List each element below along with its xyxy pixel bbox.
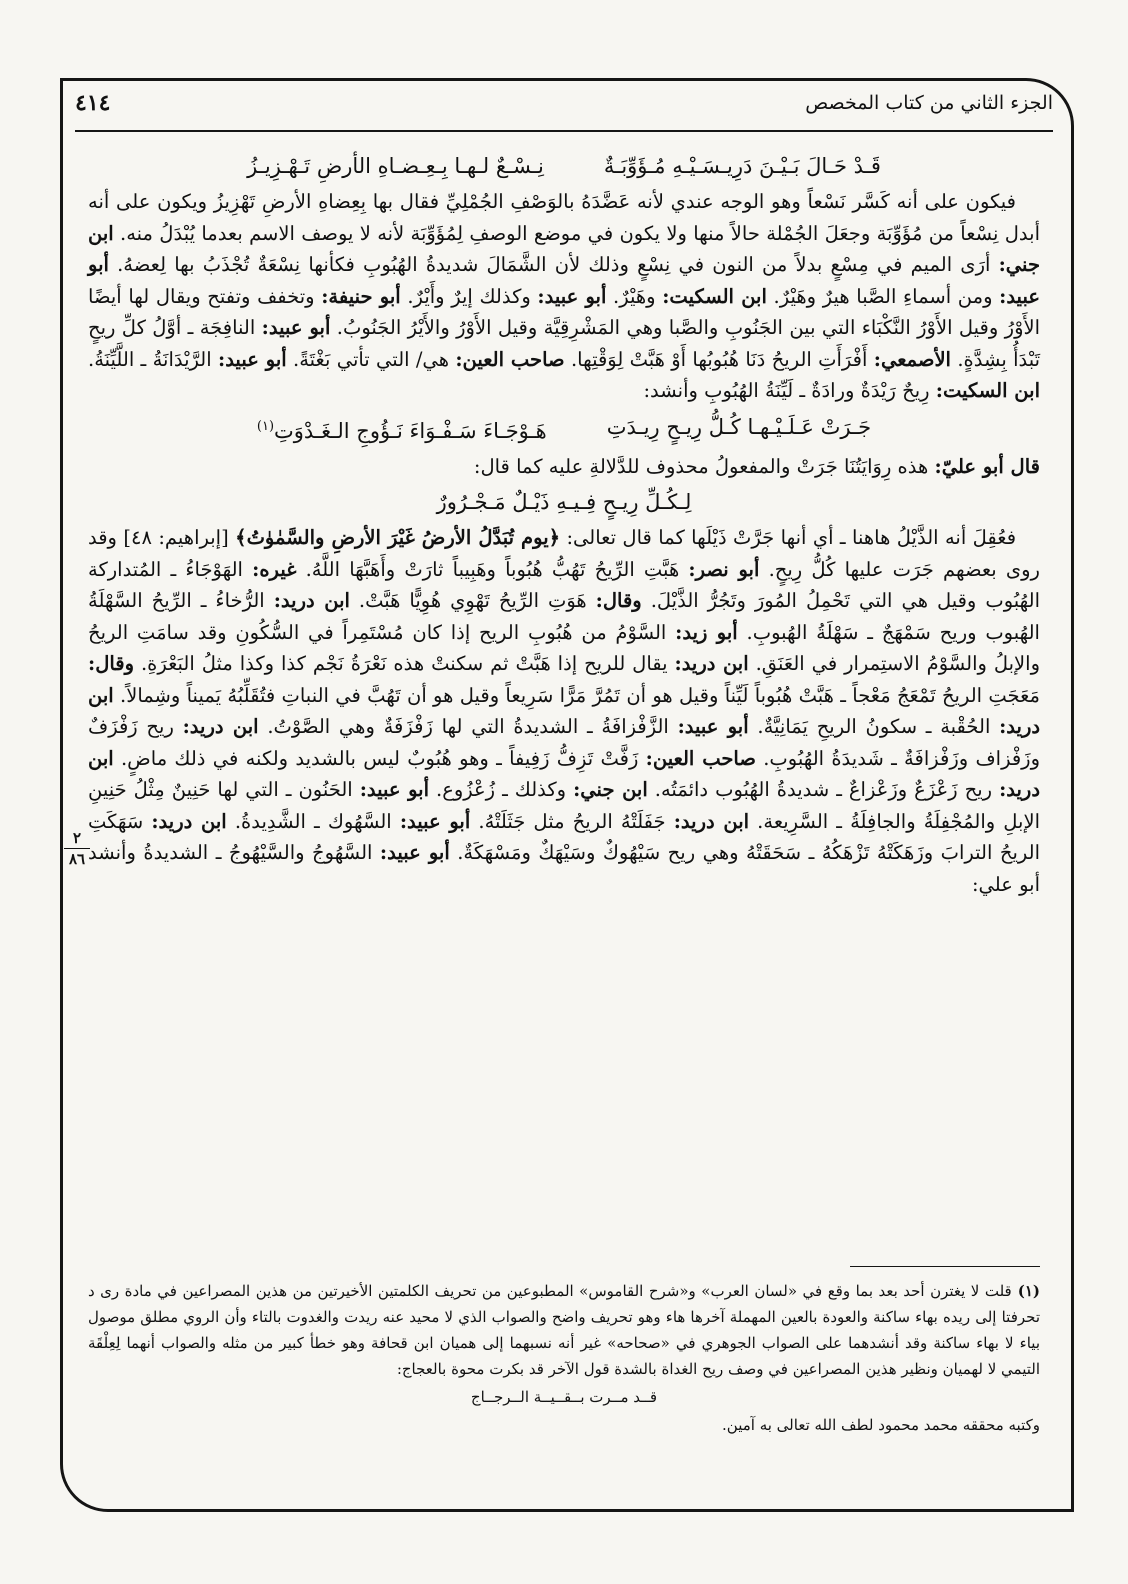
- paragraph-3: فعُقِلَ أنه الذَّيْلُ هاهنا ـ أي أنها جَرَّتْ ذَيْلَها كما قال تعالى: ﴿يوم تُبَدَّلُ الأرضُ غَيْرَ الأرضِ والسَّمٰوٰتُ﴾ [إبراهيم: ٤٨] وقد روى بعضهم جَرَت عليها كُلُّ رِيحٍ. أبو نصر: هَبَّتِ الرِّيحُ تَهُبُّ هُبُوباً وهَبِيباً ثارَتْ وأَهَبَّهَا اللَّهُ. غيره: الهَوْجَاءُ ـ المُتداركة الهُبُوب وقيل هي التي تَحْمِلُ المُورَ وتَجُرُّ الذَّيْلَ. وقال: هَوَتِ الرِّيحُ تَهْوِي هُوِيًّا هَبَّتْ. ابن دريد: الرُّخاءُ ـ الرِّيحُ السَّهْلَةُ الهُبوب وريح سَمْهَجٌ ـ سَهْلَةُ الهُبوبِ. أبو زيد: السَّوْمُ من هُبُوبِ الريح إذا كان مُسْتَمِراً في السُّكُونِ وقد سامَتِ الريحُ والإبلُ والسَّوْمُ الاستِمرار في العَنَقِ. ابن دريد: يقال للريح إذا هَبَّتْ ثم سكنتْ هذه نَعْرَةُ نَجْم كذا وكذا مثلُ البَعْرَةِ. وقال: مَعَجَتِ الريحُ تَمْعَجُ مَعْجاً ـ هَبَّتْ هُبُوباً لَيِّناً وقيل هو أن تَمُرَّ مَرًّا سَرِيعاً وقيل هو أن تَهُبَّ في النباتِ فتُقَلِّبُهُ يَميناً وشِمالاً. ابن دريد: الحُقْبة ـ سكونُ الريحِ يَمَانِيَّةٌ. أبو عبيد: الزَّفْزافَةُ ـ الشديدةُ التي لها زَفْزَفَةٌ وهي الصَّوْتُ. ابن دريد: ريح زَفْزَفٌ وزَفْزاف وزَفْزافَةٌ ـ شَديدَةُ الهُبُوبِ. صاحب العين: زَفَّتْ تَزِفُّ زَفِيفاً ـ وهو هُبُوبٌ ليس بالشديد ولكنه في ذلك ماضٍ. ابن دريد: ريح زَعْزَعٌ وزَعْزاعٌ ـ شديدةُ الهُبُوب دائمَتُه. ابن جني: وكذلك ـ زُعْزُوع. أبو عبيد: الحَنُون ـ التي لها حَنِينٌ مِثْلُ حَنِينِ الإبلِ والمُجْفِلَةُ والجافِلَةُ ـ السَّرِيعة. ابن دريد: جَفَلَتْهُ الريحُ مثل جَثَلَتْهُ. أبو عبيد: السَّهُوك ـ الشَّدِيدةُ. ابن دريد: سَهَكَتِ الريحُ الترابَ وزَهَكَتْهُ تَزْهَكُهُ ـ سَحَقَتْهُ وهي ريح سَيْهُوكٌ وسَيْهَكٌ ومَسْهَكَةٌ. أبو عبيد: السَّهُوجُ والسَّيْهُوجُ ـ الشديدةُ وأنشد أبو علي:: [88, 526, 1041, 896]
- footnote-rule: [850, 1266, 1040, 1267]
- footnote-verse: قــد مــرت بــقــيــة الــرجــاج: [470, 1388, 658, 1406]
- paragraph-2: قال أبو عليّ: هذه رِوَايَتُنَا جَرَتْ والمفعولُ محذوف للدَّلالةِ عليه كما قال:: [473, 454, 1040, 478]
- margin-page-ref: ٢ ٨٦: [64, 830, 90, 867]
- footnote-marker: (١): [1017, 1282, 1040, 1300]
- footnote-signature: وكتبه محققه محمد محمود لطف الله تعالى به آمين.: [722, 1416, 1040, 1434]
- page-header: [75, 88, 1053, 126]
- footnote-ref: (١): [256, 418, 275, 434]
- verse-2: جَـرَتْ عَـلَـيْـهـا كُـلُّ رِيـحٍ رِيـدَتِ هَـوْجَـاءَ سَـفْـوَاءَ نَـؤُوجِ الـغَـدْوَتِ$^{(١)}$: [256, 414, 872, 443]
- running-title: الجزء الثاني من كتاب المخصص: [805, 92, 1053, 114]
- verse-3: لِـكُـلِّ رِيـحٍ فِـيـهِ ذَيْـلٌ مَـجْـرُورٌ: [436, 490, 692, 514]
- verse-1: قَـدْ حَـالَ بَـيْـنَ دَرِيـسَـيْـهِ مُـؤَوِّبَـةٌ نِـسْـعٌ لـهـا بِـعِـضـاهِ الأرضِ تَـهْـزِيـزُ: [247, 154, 881, 178]
- footnote: (١)قلت لا يغترن أحد بعد بما وقع في «لسان العرب» و«شرح القاموس» المطبوعين من تحريف الكلمتين الأخيرتين من هذين المصراعين في مادة رى د تحرفتا إلى ريده بهاء ساكنة والعودة بالعين المهملة آخرها هاء وهو تحريف واضح والصواب الذي لا محيد عنه ريدت والغدوت بالتاء وأن الروي مطلق موصول بياء لا بهاء ساكنة وقد أنشدهما على الصواب الجوهري في «صحاحه» غير أنه نسبهما إلى هميان ابن قحافة وهو خطأ كبير من مثله والصواب أنهما لِعِلْقَة التيمي لا لهميان ونظير هذين المصراعين في وصف ريح الغداة بالشدة قول الآخر قد بكرت محوة بالعجاج: قــد مــرت بــقــيــة الــرجــاج وكتبه محققه محمد محمود لطف الله تعالى به آمين.: [88, 1278, 1040, 1438]
- paragraph-1: فيكون على أنه كَسَّر نَسْعاً وهو الوجه عندي لأنه عَضَّدَهُ بالوَصْفِ الجُمْلِيِّ فقال بها بِعِضاهِ الأرضِ تَهْزِيزُ ويكون على أنه أبدل نِسْعاً من مُؤَوِّبَة وجعَلَ الجُمْلة حالاً منها ولا يكون في موضع الوصفِ لِمُؤَوِّبَة لأنه لا يوصف الاسم بعدما يُبْدَلُ منه. ابن جني: أرَى الميم في مِسْعٍ بدلاً من النون في نِسْعٍ وذلك لأن الشَّمَالَ شديدةُ الهُبُوبِ فكأنها نِسْعَةٌ تُجْذَبُ بها لِعضهُ. أبو عبيد: ومن أسماءِ الصَّبا هيرٌ وهَيْرٌ. ابن السكيت: وهَيْرٌ. أبو عبيد: وكذلك إيرٌ وأَيْرٌ. أبو حنيفة: وتخفف وتفتح ويقال لها أيضًا الأَوْرُ وقيل الأَوْرُ النَّكْبَاء التي بين الجَنُوبِ والصَّبا وهي المَشْرِقِيَّة وقيل الأَوْرُ والأَيْرُ الجَنُوبُ. أبو عبيد: النافِجَة ـ أوَّلُ كلِّ ريحٍ تَبْدَأُ بِشِدَّةٍ. الأصمعي: أَفْرَأَتِ الريحُ دَنَا هُبُوبُها أَوْ هَبَّتْ لِوَقْتِها. صاحب العين: هي/ التي تأتي بَغْتَةً. أبو عبيد: الرَّيْدَانَةُ ـ اللَّيِّنَةُ. ابن السكيت: رِيحٌ رَيْدَةٌ ورادَةٌ ـ لَيِّنَةُ الهُبُوبِ وأنشد:: [88, 190, 1041, 402]
- main-text: [88, 146, 1040, 900]
- page-number: ٤١٤: [75, 90, 111, 116]
- header-rule: [75, 130, 1053, 132]
